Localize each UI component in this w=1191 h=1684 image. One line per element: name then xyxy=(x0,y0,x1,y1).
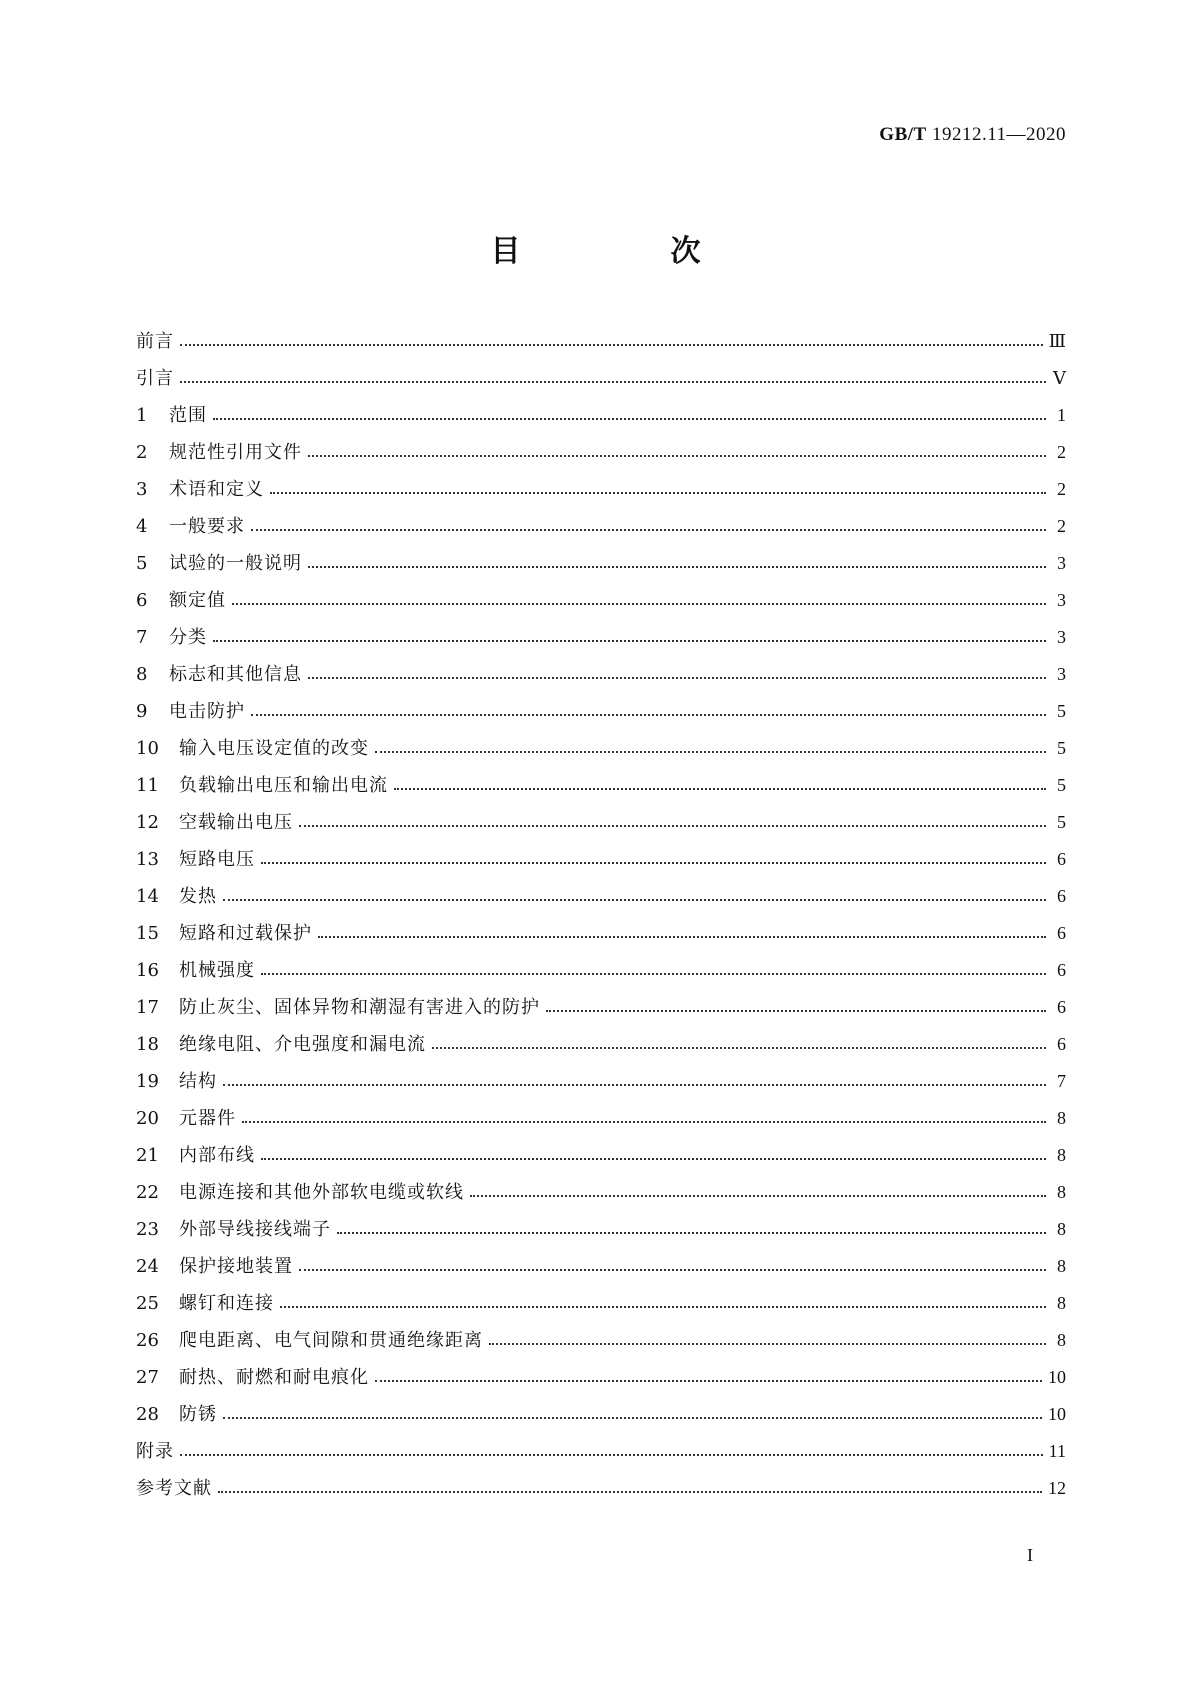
toc-entry[interactable] xyxy=(136,1322,1066,1359)
toc-entry-label: 附录 xyxy=(136,1441,174,1462)
toc-entry-number: 15 xyxy=(136,923,159,944)
toc-entry-label: 元器件 xyxy=(179,1108,236,1129)
toc-dot-leader xyxy=(261,862,1046,864)
toc-entry-page: 8 xyxy=(1057,1256,1066,1276)
toc-entry-label: 一般要求 xyxy=(169,516,245,537)
toc-dot-leader xyxy=(375,751,1046,753)
toc-dot-leader xyxy=(394,788,1046,790)
toc-entry-label: 规范性引用文件 xyxy=(169,442,302,463)
toc-entry-label: 分类 xyxy=(169,627,207,648)
toc-entry-page: Ⅲ xyxy=(1048,331,1066,351)
toc-dot-leader xyxy=(232,603,1046,605)
toc-entry[interactable] xyxy=(136,1174,1066,1211)
toc-entry-page: 8 xyxy=(1057,1293,1066,1313)
toc-entry-number: 27 xyxy=(136,1367,159,1388)
toc-dot-leader xyxy=(180,1454,1043,1456)
toc-entry[interactable] xyxy=(136,397,1066,434)
toc-entry-page: 2 xyxy=(1057,516,1066,536)
toc-dot-leader xyxy=(308,455,1046,457)
toc-entry[interactable] xyxy=(136,471,1066,508)
standard-prefix: GB/T xyxy=(879,124,927,145)
toc-entry-page: 6 xyxy=(1057,923,1066,943)
toc-dot-leader xyxy=(213,418,1046,420)
toc-entry-label: 结构 xyxy=(179,1071,217,1092)
page-number: I xyxy=(1027,1545,1033,1565)
toc-entry-number: 13 xyxy=(136,849,159,870)
toc-entry[interactable] xyxy=(136,656,1066,693)
toc-entry-page: Ⅴ xyxy=(1053,368,1066,388)
toc-entry-number: 8 xyxy=(136,664,148,685)
toc-entry-number: 12 xyxy=(136,812,159,833)
toc-entry-page: 8 xyxy=(1057,1219,1066,1239)
toc-dot-leader xyxy=(242,1121,1046,1123)
toc-entry-number: 10 xyxy=(136,738,159,759)
toc-entry[interactable] xyxy=(136,1285,1066,1322)
toc-entry-label: 前言 xyxy=(136,331,174,352)
toc-entry-number: 11 xyxy=(136,775,159,796)
toc-entry-page: 8 xyxy=(1057,1145,1066,1165)
toc-dot-leader xyxy=(223,899,1046,901)
toc-entry-page: 2 xyxy=(1057,479,1066,499)
toc-entry-label: 术语和定义 xyxy=(169,479,264,500)
toc-dot-leader xyxy=(308,677,1046,679)
toc-entry-number: 14 xyxy=(136,886,159,907)
toc-entry-number: 20 xyxy=(136,1108,159,1129)
toc-entry-label: 爬电距离、电气间隙和贯通绝缘距离 xyxy=(179,1330,483,1351)
toc-entry-number: 7 xyxy=(136,627,148,648)
toc-entry-label: 参考文献 xyxy=(136,1478,212,1499)
toc-entry-page: 6 xyxy=(1057,886,1066,906)
toc-dot-leader xyxy=(180,381,1046,383)
toc-dot-leader xyxy=(308,566,1046,568)
toc-entry-label: 外部导线接线端子 xyxy=(179,1219,331,1240)
toc-entry-page: 12 xyxy=(1048,1478,1066,1498)
toc-entry[interactable] xyxy=(136,1063,1066,1100)
toc-entry-number: 16 xyxy=(136,960,159,981)
toc-entry[interactable] xyxy=(136,1248,1066,1285)
toc-entry-label: 输入电压设定值的改变 xyxy=(179,738,369,759)
toc-dot-leader xyxy=(432,1047,1046,1049)
toc-dot-leader xyxy=(251,714,1046,716)
toc-entry-page: 6 xyxy=(1057,1034,1066,1054)
toc-dot-leader xyxy=(318,936,1046,938)
toc-entry-label: 空载输出电压 xyxy=(179,812,293,833)
toc-dot-leader xyxy=(299,825,1046,827)
toc-entry-label: 保护接地装置 xyxy=(179,1256,293,1277)
table-of-contents xyxy=(136,323,1066,1507)
toc-dot-leader xyxy=(261,1158,1046,1160)
toc-entry-label: 电击防护 xyxy=(169,701,245,722)
toc-entry-page: 1 xyxy=(1057,405,1066,425)
toc-entry-number: 26 xyxy=(136,1330,159,1351)
toc-dot-leader xyxy=(489,1343,1046,1345)
toc-entry-page: 10 xyxy=(1048,1404,1066,1424)
toc-entry-page: 8 xyxy=(1057,1182,1066,1202)
toc-dot-leader xyxy=(261,973,1046,975)
toc-entry-page: 3 xyxy=(1057,590,1066,610)
toc-dot-leader xyxy=(223,1417,1042,1419)
toc-entry-label: 发热 xyxy=(179,886,217,907)
toc-entry[interactable] xyxy=(136,508,1066,545)
toc-entry-number: 4 xyxy=(136,516,148,537)
page-title: 目 次 xyxy=(490,234,761,269)
toc-entry-label: 短路和过载保护 xyxy=(179,923,312,944)
toc-entry-number: 1 xyxy=(136,405,148,426)
toc-entry-page: 5 xyxy=(1057,812,1066,832)
toc-entry-number: 22 xyxy=(136,1182,159,1203)
toc-entry[interactable] xyxy=(136,360,1066,397)
toc-entry[interactable] xyxy=(136,1359,1066,1396)
toc-entry[interactable] xyxy=(136,1470,1066,1507)
toc-dot-leader xyxy=(546,1010,1046,1012)
toc-entry[interactable] xyxy=(136,693,1066,730)
toc-entry-number: 6 xyxy=(136,590,148,611)
toc-dot-leader xyxy=(180,344,1043,346)
standard-code xyxy=(879,124,1066,146)
toc-entry-number: 21 xyxy=(136,1145,159,1166)
toc-entry[interactable] xyxy=(136,582,1066,619)
toc-entry[interactable] xyxy=(136,1396,1066,1433)
toc-entry[interactable] xyxy=(136,1100,1066,1137)
toc-entry-number: 2 xyxy=(136,442,148,463)
toc-entry-label: 电源连接和其他外部软电缆或软线 xyxy=(179,1182,464,1203)
toc-entry-page: 5 xyxy=(1057,738,1066,758)
toc-entry-label: 绝缘电阻、介电强度和漏电流 xyxy=(179,1034,426,1055)
toc-entry[interactable] xyxy=(136,1211,1066,1248)
toc-entry[interactable] xyxy=(136,952,1066,989)
toc-entry[interactable] xyxy=(136,804,1066,841)
toc-entry-label: 标志和其他信息 xyxy=(169,664,302,685)
toc-entry-label: 机械强度 xyxy=(179,960,255,981)
toc-entry[interactable] xyxy=(136,915,1066,952)
toc-entry-label: 内部布线 xyxy=(179,1145,255,1166)
toc-entry-label: 螺钉和连接 xyxy=(179,1293,274,1314)
toc-entry-label: 试验的一般说明 xyxy=(169,553,302,574)
toc-entry-page: 3 xyxy=(1057,664,1066,684)
toc-dot-leader xyxy=(213,640,1046,642)
toc-entry-page: 6 xyxy=(1057,960,1066,980)
toc-dot-leader xyxy=(251,529,1046,531)
toc-entry-page: 3 xyxy=(1057,553,1066,573)
toc-entry-label: 防止灰尘、固体异物和潮湿有害进入的防护 xyxy=(179,997,540,1018)
toc-dot-leader xyxy=(375,1380,1042,1382)
toc-entry-label: 耐热、耐燃和耐电痕化 xyxy=(179,1367,369,1388)
toc-entry-page: 2 xyxy=(1057,442,1066,462)
toc-dot-leader xyxy=(218,1491,1042,1493)
toc-entry[interactable] xyxy=(136,878,1066,915)
toc-entry[interactable] xyxy=(136,730,1066,767)
toc-entry-label: 范围 xyxy=(169,405,207,426)
toc-entry-number: 25 xyxy=(136,1293,159,1314)
toc-entry-label: 短路电压 xyxy=(179,849,255,870)
toc-entry[interactable] xyxy=(136,545,1066,582)
toc-dot-leader xyxy=(299,1269,1046,1271)
toc-entry-number: 9 xyxy=(136,701,148,722)
toc-entry[interactable] xyxy=(136,434,1066,471)
toc-entry[interactable] xyxy=(136,841,1066,878)
toc-entry[interactable] xyxy=(136,989,1066,1026)
toc-entry[interactable] xyxy=(136,1433,1066,1470)
toc-entry-number: 23 xyxy=(136,1219,159,1240)
toc-entry[interactable] xyxy=(136,323,1066,360)
toc-entry-page: 6 xyxy=(1057,849,1066,869)
toc-entry[interactable] xyxy=(136,1137,1066,1174)
toc-dot-leader xyxy=(280,1306,1046,1308)
toc-entry-page: 3 xyxy=(1057,627,1066,647)
toc-entry-page: 10 xyxy=(1048,1367,1066,1387)
toc-entry-number: 28 xyxy=(136,1404,159,1425)
toc-entry-page: 11 xyxy=(1048,1441,1066,1461)
toc-dot-leader xyxy=(337,1232,1046,1234)
toc-entry-label: 防锈 xyxy=(179,1404,217,1425)
toc-entry-page: 6 xyxy=(1057,997,1066,1017)
toc-entry[interactable] xyxy=(136,1026,1066,1063)
toc-entry-label: 负载输出电压和输出电流 xyxy=(179,775,388,796)
toc-entry[interactable] xyxy=(136,619,1066,656)
toc-entry-number: 5 xyxy=(136,553,148,574)
toc-dot-leader xyxy=(223,1084,1046,1086)
toc-entry-number: 24 xyxy=(136,1256,159,1277)
toc-entry-page: 8 xyxy=(1057,1108,1066,1128)
toc-entry[interactable] xyxy=(136,767,1066,804)
toc-entry-label: 引言 xyxy=(136,368,174,389)
toc-dot-leader xyxy=(470,1195,1046,1197)
toc-dot-leader xyxy=(270,492,1046,494)
toc-entry-number: 3 xyxy=(136,479,148,500)
standard-number: 19212.11—2020 xyxy=(931,124,1066,145)
toc-entry-label: 额定值 xyxy=(169,590,226,611)
toc-entry-page: 5 xyxy=(1057,701,1066,721)
toc-entry-number: 19 xyxy=(136,1071,159,1092)
toc-entry-number: 17 xyxy=(136,997,159,1018)
toc-entry-page: 8 xyxy=(1057,1330,1066,1350)
toc-entry-page: 7 xyxy=(1057,1071,1066,1091)
toc-entry-page: 5 xyxy=(1057,775,1066,795)
toc-entry-number: 18 xyxy=(136,1034,159,1055)
